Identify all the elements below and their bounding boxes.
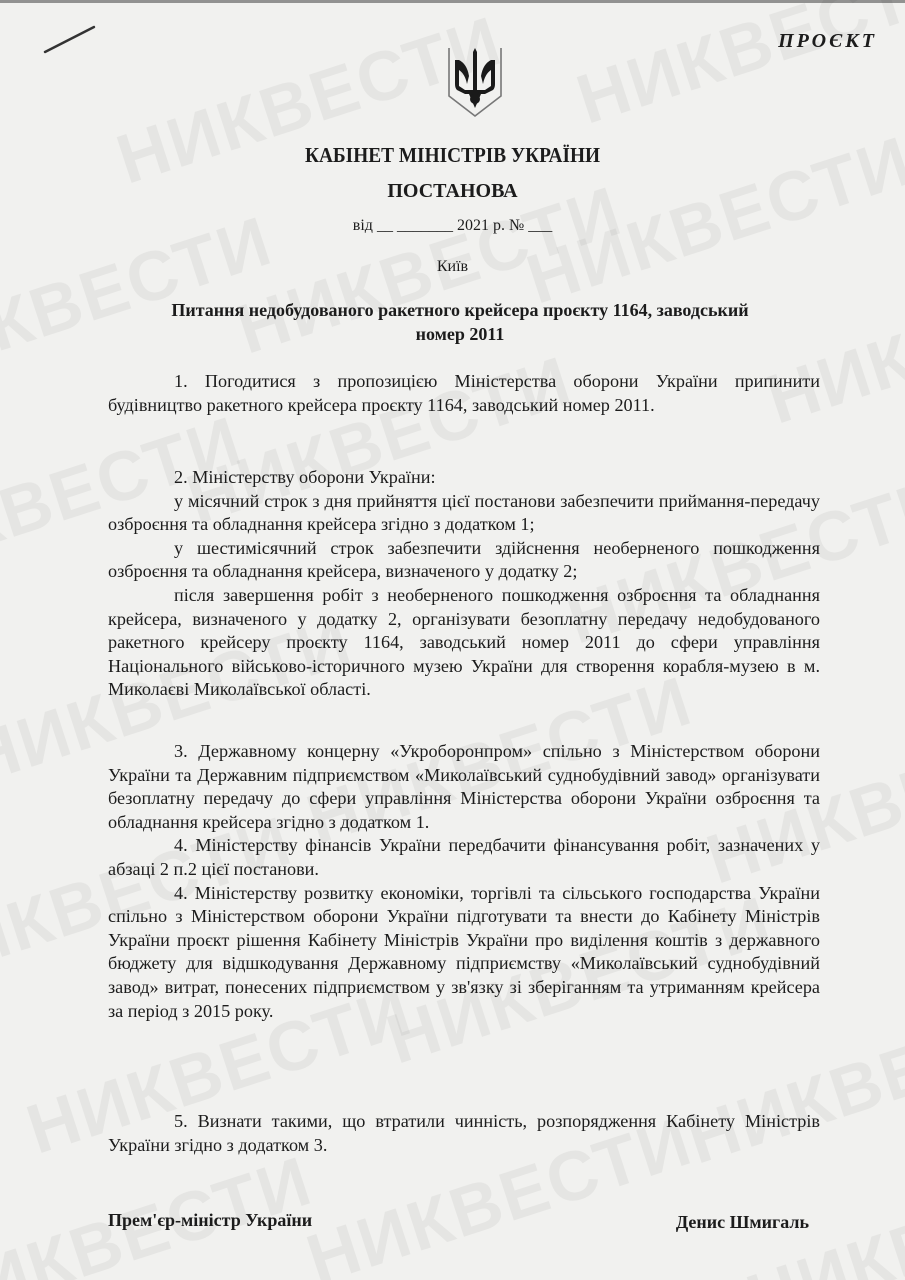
document-type-heading: ПОСТАНОВА [387,180,518,202]
pen-mark-icon [42,22,98,58]
city-label: Київ [436,258,469,275]
paragraph: після завершення робіт з необерненого пошкодження озброєння та обладнання крейсера, визначеного у додатку 2, організувати безоплатну передачу недобудованого ракетного крейсеру проєкту 1164, заводський номер 2011 до сфери управління Національного військово-історичного музею України для створення корабля-музею в м. Миколаєві Миколаївської області. [108,584,820,700]
subject-line: Питання недобудованого ракетного крейсера проєкту 1164, заводський [171,300,749,320]
paragraph: 3. Державному концерну «Укроборонпром» спільно з Міністерством оборони України та Державним підприємством «Миколаївський суднобудівний завод» організувати безоплатну передачу до сфери управління Міністерства оборони України озброєння та обладнання крейсера згідно з додатком 1. [108,741,820,832]
clause-5 [108,1110,820,1157]
signatory-title: Прем'єр-міністр України [108,1210,313,1230]
authority-heading: КАБІНЕТ МІНІСТРІВ УКРАЇНИ [304,143,601,167]
date-number-line: від __ _______ 2021 р. № ___ [352,217,553,234]
project-status-label: ПРОЄКТ [778,30,877,52]
paragraph: 1. Погодитися з пропозицією Міністерства оборони України припинити будівництво ракетного крейсера проєкту 1164, заводський номер 2011. [108,371,820,415]
resolution-subject [105,298,815,346]
subject-line: номер 2011 [415,324,505,344]
watermark [737,1140,905,1280]
signatory-name: Денис Шмигаль [675,1212,809,1232]
paragraph: у місячний строк з дня прийняття цієї постанови забезпечити приймання-передачу озброєння та обладнання крейсера згідно з додатком 1; [108,490,820,535]
clause-3-4 [108,740,820,1023]
paragraph: у шестимісячний строк забезпечити здійснення необерненого пошкодження озброєння та обладнання крейсера, визначеного у додатку 2; [108,537,820,582]
paragraph: 5. Визнати такими, що втратили чинність, розпорядження Кабінету Міністрів України згідно з додатком 3. [108,1111,820,1155]
watermark [567,0,905,140]
scan-edge-line [0,0,905,3]
clause-1 [108,370,820,417]
paragraph: 4. Міністерству фінансів України передбачити фінансування робіт, зазначених у абзаці 2 п.2 цієї постанови. [108,835,820,879]
clause-2 [108,466,820,702]
paragraph: 4. Міністерству розвитку економіки, торгівлі та сільського господарства України спільно з Міністерством оборони України підготувати та внести до Кабінету Міністрів України проєкт рішення Кабінету Міністрів України про виділення коштів з державного бюджету для відшкодування Державному підприємству «Миколаївський суднобудівний завод» витрат, понесених підприємством у зв'язку зі зберіганням та утриманням крейсера за період з 2015 року. [108,882,820,1021]
tryzub-coat-of-arms-icon [445,44,505,120]
paragraph: 2. Міністерству оборони України: [174,467,436,487]
